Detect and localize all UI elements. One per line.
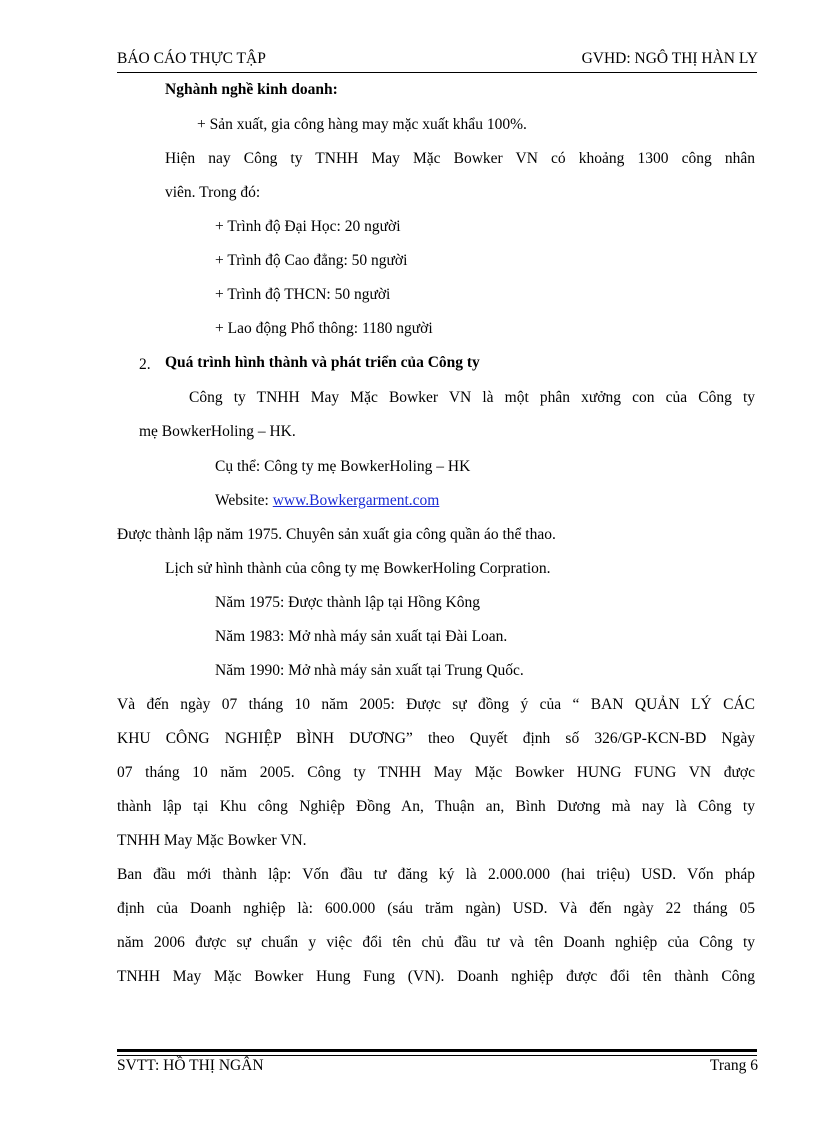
business-item: + Sản xuất, gia công hàng may mặc xuất khẩu 100%. [197, 116, 527, 133]
website-label: Website: [215, 492, 269, 509]
para3-line: năm 2006 được sự chuẩn y việc đổi tên chủ đầu tư và tên Doanh nghiệp của Công ty [117, 934, 755, 951]
section-title: Quá trình hình thành và phát triển của Công ty [165, 354, 480, 371]
para3-line: Ban đầu mới thành lập: Vốn đầu tư đăng ký là 2.000.000 (hai triệu) USD. Vốn pháp [117, 866, 755, 883]
footer-student: SVTT: HỒ THỊ NGÂN [117, 1057, 264, 1074]
staff-item: + Trình độ Đại Học: 20 người [215, 218, 401, 235]
history-item: Năm 1990: Mở nhà máy sản xuất tại Trung Quốc. [215, 662, 524, 679]
footer-rule-thick [117, 1049, 757, 1052]
staff-line-2: viên. Trong đó: [165, 184, 261, 201]
parent-company-line: Cụ thể: Công ty mẹ BowkerHoling – HK [215, 458, 471, 475]
para3-line: TNHH May Mặc Bowker Hung Fung (VN). Doanh nghiệp được đổi tên thành Công [117, 968, 755, 985]
website-line [215, 491, 439, 511]
para2-line: thành lập tại Khu công Nghiệp Đồng An, Thuận an, Bình Dương mà nay là Công ty [117, 798, 755, 815]
staff-item: + Trình độ Cao đẳng: 50 người [215, 252, 408, 269]
history-item: Năm 1975: Được thành lập tại Hồng Kông [215, 594, 480, 611]
para2-line: 07 tháng 10 năm 2005. Công ty TNHH May Mặc Bowker HUNG FUNG VN được [117, 764, 755, 781]
business-heading: Nghành nghề kinh doanh: [165, 81, 338, 98]
para2-line: TNHH May Mặc Bowker VN. [117, 832, 307, 849]
section-number: 2. [139, 356, 151, 373]
para2-line: Và đến ngày 07 tháng 10 năm 2005: Được sự đồng ý của “ BAN QUẢN LÝ CÁC [117, 696, 755, 713]
para2-line: KHU CÔNG NGHIỆP BÌNH DƯƠNG” theo Quyết định số 326/GP-KCN-BD Ngày [117, 730, 755, 747]
history-item: Năm 1983: Mở nhà máy sản xuất tại Đài Loan. [215, 628, 508, 645]
para3-line: định của Doanh nghiệp là: 600.000 (sáu trăm ngàn) USD. Và đến ngày 22 tháng 05 [117, 900, 755, 917]
footer-page-number: Trang 6 [709, 1057, 758, 1074]
staff-line-1: Hiện nay Công ty TNHH May Mặc Bowker VN có khoảng 1300 công nhân [165, 150, 755, 167]
header-advisor: GVHD: NGÔ THỊ HÀN LY [581, 50, 758, 67]
para1-line-2: mẹ BowkerHoling – HK. [139, 423, 296, 440]
staff-item: + Trình độ THCN: 50 người [215, 286, 391, 303]
para1-line-1: Công ty TNHH May Mặc Bowker VN là một phân xưởng con của Công ty [189, 389, 755, 406]
staff-item: + Lao động Phổ thông: 1180 người [215, 320, 433, 337]
history-line: Lịch sử hình thành của công ty mẹ BowkerHoling Corpration. [165, 560, 551, 577]
founded-line: Được thành lập năm 1975. Chuyên sản xuất gia công quần áo thể thao. [117, 526, 556, 543]
header-rule [117, 72, 757, 73]
footer-rule-thin [117, 1055, 757, 1056]
website-link[interactable]: www.Bowkergarment.com [272, 492, 440, 509]
header-report-title: BÁO CÁO THỰC TẬP [117, 50, 266, 67]
